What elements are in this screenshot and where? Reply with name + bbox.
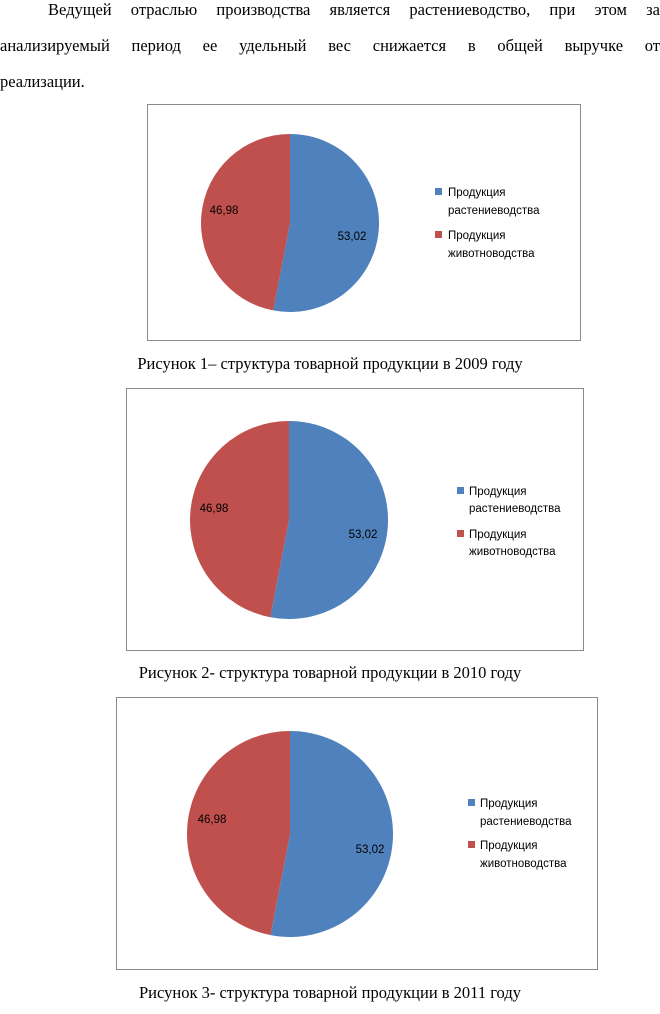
chart-2010 (126, 388, 584, 651)
paragraph-line-1: Ведущей отраслью производства является растениеводство, при этом за (48, 0, 660, 19)
chart-2009 (147, 104, 581, 341)
legend-marker-livestock (468, 841, 475, 848)
legend-text-crop-2: растениеводства (480, 816, 572, 828)
legend-text-crop-1: Продукция (448, 187, 506, 199)
chart-2011-svg (117, 698, 599, 971)
legend-text-livestock-2: животноводства (469, 546, 556, 558)
legend-marker-crop (468, 799, 475, 806)
legend-text-livestock-2: животноводства (448, 248, 535, 260)
legend-text-livestock-2: животноводства (480, 858, 567, 870)
chart-2011 (116, 697, 598, 970)
data-label-crop: 53,02 (348, 529, 378, 541)
legend-text-livestock-1: Продукция (469, 529, 527, 541)
chart-2010-svg (127, 389, 585, 652)
legend-text-crop-1: Продукция (469, 486, 527, 498)
caption-figure-3: Рисунок 3- структура товарной продукции в 2011 году (139, 983, 521, 1002)
pie-slice-livestock (201, 134, 290, 310)
legend-marker-crop (435, 188, 442, 195)
legend-text-crop-2: растениеводства (469, 503, 561, 515)
legend-text-livestock-1: Продукция (480, 840, 538, 852)
data-label-livestock: 46,98 (197, 814, 227, 826)
legend-text-livestock-1: Продукция (448, 230, 506, 242)
legend-marker-livestock (435, 231, 442, 238)
data-label-livestock: 46,98 (209, 205, 239, 217)
paragraph-line-3: реализации. (0, 72, 85, 91)
legend-text-crop-1: Продукция (480, 798, 538, 810)
paragraph-line-2: анализируемый период ее удельный вес снижается в общей выручке от (0, 36, 660, 55)
legend-marker-crop (457, 487, 464, 494)
caption-figure-1: Рисунок 1– структура товарной продукции в 2009 году (137, 354, 523, 373)
legend-marker-livestock (457, 530, 464, 537)
pie-slice-livestock (187, 731, 290, 935)
data-label-crop: 53,02 (355, 844, 385, 856)
legend-text-crop-2: растениеводства (448, 205, 540, 217)
data-label-livestock: 46,98 (199, 503, 229, 515)
chart-2009-svg (148, 105, 582, 342)
pie-slice-livestock (190, 421, 289, 617)
data-label-crop: 53,02 (337, 231, 367, 243)
caption-figure-2: Рисунок 2- структура товарной продукции в 2010 году (138, 663, 522, 682)
